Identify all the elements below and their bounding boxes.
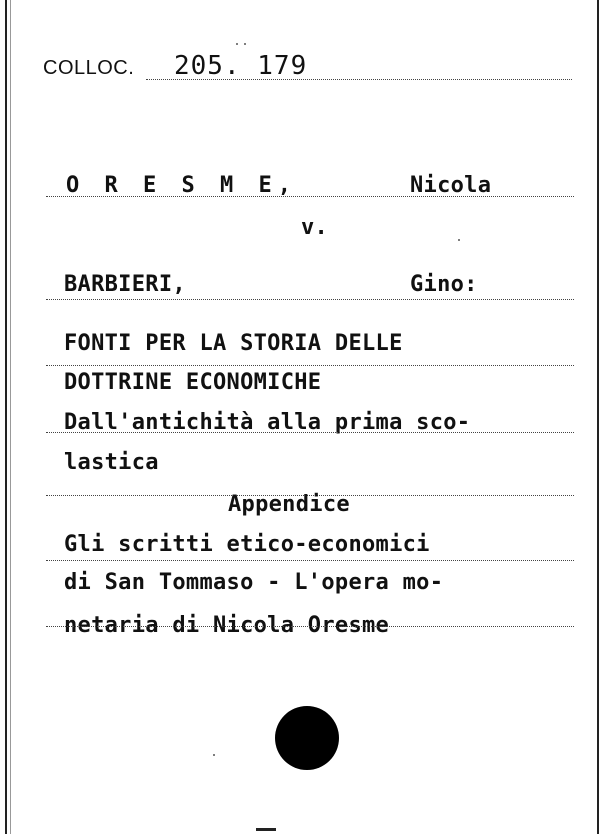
speck	[244, 43, 246, 45]
title-line: FONTI PER LA STORIA DELLE	[64, 331, 403, 356]
author-surname: O R E S M E,	[66, 173, 297, 198]
speck	[213, 754, 215, 756]
appendix-dotted-line	[46, 626, 574, 627]
editor-dotted-line	[46, 299, 574, 300]
author-name: Nicola	[410, 173, 492, 198]
colloc-number: 205. 179	[174, 51, 308, 81]
editor-name: Gino:	[410, 272, 478, 297]
appendix-line: Gli scritti etico-economici	[64, 532, 430, 557]
speck	[236, 43, 238, 45]
colloc-dotted-line	[146, 79, 572, 80]
colloc-label: COLLOC.	[43, 57, 135, 79]
bottom-mark	[256, 828, 276, 831]
card-right-edge	[597, 0, 599, 834]
title-dotted-line	[46, 365, 574, 366]
title-line: DOTTRINE ECONOMICHE	[64, 370, 322, 395]
appendix-line: di San Tommaso - L'opera mo-	[64, 570, 444, 595]
card-left-edge-inner	[10, 0, 11, 834]
appendix-heading: Appendice	[228, 492, 350, 517]
editor-surname: BARBIERI,	[64, 272, 186, 297]
appendix-dotted-line	[46, 560, 574, 561]
title-line: Dall'antichità alla prima sco-	[64, 410, 471, 435]
appendix-line: netaria di Nicola Oresme	[64, 613, 390, 638]
card-left-edge	[5, 0, 7, 834]
author-dotted-line	[46, 196, 574, 197]
see-marker: v.	[301, 215, 329, 240]
speck	[458, 239, 460, 241]
title-dotted-line	[46, 432, 574, 433]
title-line: lastica	[64, 450, 159, 475]
punch-hole	[275, 706, 339, 770]
